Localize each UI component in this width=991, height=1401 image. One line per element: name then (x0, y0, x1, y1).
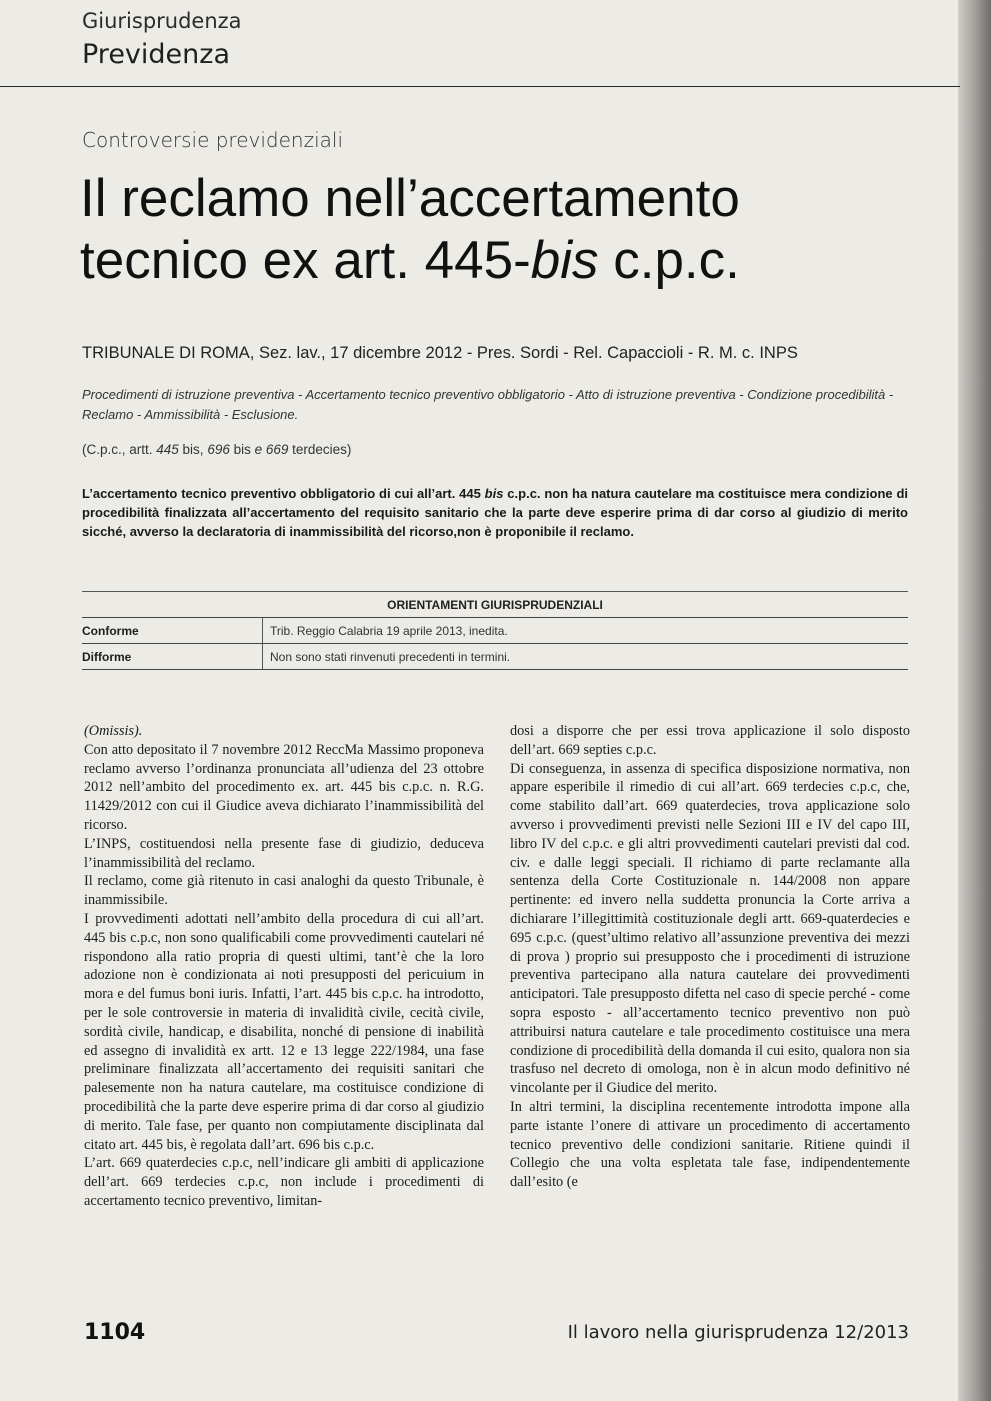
orientamenti-row (82, 643, 908, 670)
keywords: Procedimenti di istruzione preventiva - Accertamento tecnico preventivo obbligatorio - Atto di istruzione preventiva - Condizione procedibilità - Reclamo - Ammissibilità - Esclusione. (82, 387, 894, 422)
article-title (80, 168, 940, 292)
orientamenti-value: Non sono stati rinvenuti precedenti in termini. (262, 644, 908, 669)
section-label: Giurisprudenza (82, 9, 242, 33)
orientamenti-label: Conforme (82, 623, 139, 638)
header-divider (0, 86, 960, 87)
refs-part: bis (229, 442, 255, 457)
body-paragraph: L’art. 669 quaterdecies c.p.c, nell’indicare gli ambiti di applicazione dell’art. 669 terdecies c.p.c, non include i procedimenti di accertamento tecnico preventivo, limitan- (84, 1155, 484, 1209)
body-paragraph: I provvedimenti adottati nell’ambito della procedura di cui all’art. 445 bis c.p.c, non sono qualificabili come provvedimenti cautelari né rispondono alla ratio propria di questi ultimi, tant’è che la loro adozione non è condizionata ai noti presupposti del pericuium in mora e del fumus boni iuris. Infatti, l’art. 445 bis c.p.c. ha introdotto, per le sole controversie in materia di invalidità civile, cecità civile, sordità civile, handicap, e disabilita, nonché di pensione di inabilità ed assegno di invalidità ex artt. 12 e 13 legge 222/1984, una fase preliminare finalizzata all’accertamento dei requisiti sanitari che palesemente non ha natura cautelare, ma costituisce condizione di procedibilità che la parte deve esperire prima di dar corso al giudizio di merito. Tale fase, per quanto non compiutamente disciplinata dal citato art. 445 bis, è regolata dall’art. 696 bis c.p.c. (84, 910, 484, 1153)
body-column-left (84, 722, 484, 1211)
category-label: Previdenza (82, 39, 230, 70)
body-paragraph: (Omissis). (84, 723, 143, 739)
body-paragraph: Di conseguenza, in assenza di specifica disposizione normativa, non appare esperibile il rimedio di cui all’art. 669 terdecies c.p.c, che, come stabilito dall’art. 669 quaterdecies, trova applicazione solo avverso i provvedimenti previsti nelle Sezioni III e IV del capo III, libro IV del c.p.c. e gli altri provvedimenti cautelari previsti dal cod. civ. e dalle leggi speciali. Il richiamo di parte reclamante alla sentenza della Corte Costituzionale n. 144/2008 non appare pertinente: ed invero nella suddetta pronuncia la Corte arriva a dichiarare l’illegittimità costituzionale degli artt. 669-quaterdecies e 695 c.p.c. (quest’ultimo relativo all’assunzione preventiva dei mezzi di prova ) proprio sui presupposto che i procedimenti di istruzione preventiva partecipano alla natura cautelare dei provvedimenti anticipatori. Tale presupposto difetta nel caso di specie perché - come sopra esposto - all’accertamento tecnico preventivo non può attribuirsi natura cautelare e tale procedimento costituisce una mera condizione di procedibilità della domanda il cui esito, qualora non sia trasfuso nel decreto di omologa, non è in alcun modo definitivo né vincolante per il Giudice del merito. (510, 760, 910, 1097)
body-paragraph: Il reclamo, come già ritenuto in casi analoghi da questo Tribunale, è inammissibile. (84, 873, 484, 909)
maxim-italic: bis (484, 486, 504, 501)
title-line-1: Il reclamo nell’accertamento (80, 169, 740, 228)
body-paragraph: Con atto depositato il 7 novembre 2012 ReccMa Massimo proponeva reclamo avverso l’ordinanza pronunciata all’udienza del 23 ottobre 2012 nell’ambito del procedimento ex. art. 445 bis c.p.c. n. R.G. 11429/2012 con cui il Giudice aveva dichiarato l’inammissibilità del ricorso. (84, 741, 484, 833)
orientamenti-value: Trib. Reggio Calabria 19 aprile 2013, inedita. (262, 618, 908, 643)
normative-references (82, 442, 912, 457)
title-line-2-italic: bis (530, 231, 599, 290)
page-edge-shadow (958, 0, 991, 1401)
refs-part: (C.p.c., artt. (82, 442, 157, 457)
journal-name: Il lavoro nella giurisprudenza 12/2013 (567, 1322, 909, 1343)
body-column-right (510, 722, 910, 1192)
title-line-2-prefix: tecnico ex art. 445- (80, 231, 531, 290)
body-paragraph: dosi a disporre che per essi trova applicazione il solo disposto dell’art. 669 septies c.p.c. (510, 723, 910, 758)
refs-italic: 445 (156, 442, 179, 457)
court-line: TRIBUNALE DI ROMA, Sez. lav., 17 dicembre 2012 - Pres. Sordi - Rel. Capaccioli - R. M. c. INPS (82, 344, 798, 362)
body-paragraph: In altri termini, la disciplina recentemente introdotta impone alla parte istante l’onere di attivare un procedimento di accertamento tecnico preventivo delle condizioni sanitarie. Ritiene quindi il Collegio che una volta espletata tale fase, indipendentemente dall’esito (e (510, 1098, 910, 1191)
article-kicker: Controversie previdenziali (82, 128, 344, 152)
orientamenti-title: ORIENTAMENTI GIURISPRUDENZIALI (387, 598, 603, 612)
refs-part: terdecies) (288, 442, 352, 457)
orientamenti-label: Difforme (82, 649, 132, 664)
body-paragraph: L’INPS, costituendosi nella presente fase di giudizio, deduceva l’inammissibilità del reclamo. (84, 835, 484, 871)
orientamenti-box (82, 591, 908, 670)
refs-italic: e 669 (254, 442, 289, 457)
orientamenti-row (82, 617, 908, 643)
title-line-2 (80, 230, 940, 292)
maxim (82, 484, 908, 541)
maxim-part: c.p.c. non ha natura cautelare ma costituisce mera condizione di procedibilità finalizzata all’accertamento del requisito sanitario che la parte deve esperire prima di dar corso al giudizio di merito sicché, avverso la declaratoria di inammissibilità del ricorso,non è proponibile il reclamo. (82, 486, 909, 539)
maxim-part: L’accertamento tecnico preventivo obbligatorio di cui all’art. 445 (82, 486, 485, 501)
page-number: 1104 (84, 1320, 146, 1345)
refs-italic: 696 (207, 442, 230, 457)
title-line-2-suffix: c.p.c. (598, 231, 740, 290)
refs-part: bis, (178, 442, 208, 457)
